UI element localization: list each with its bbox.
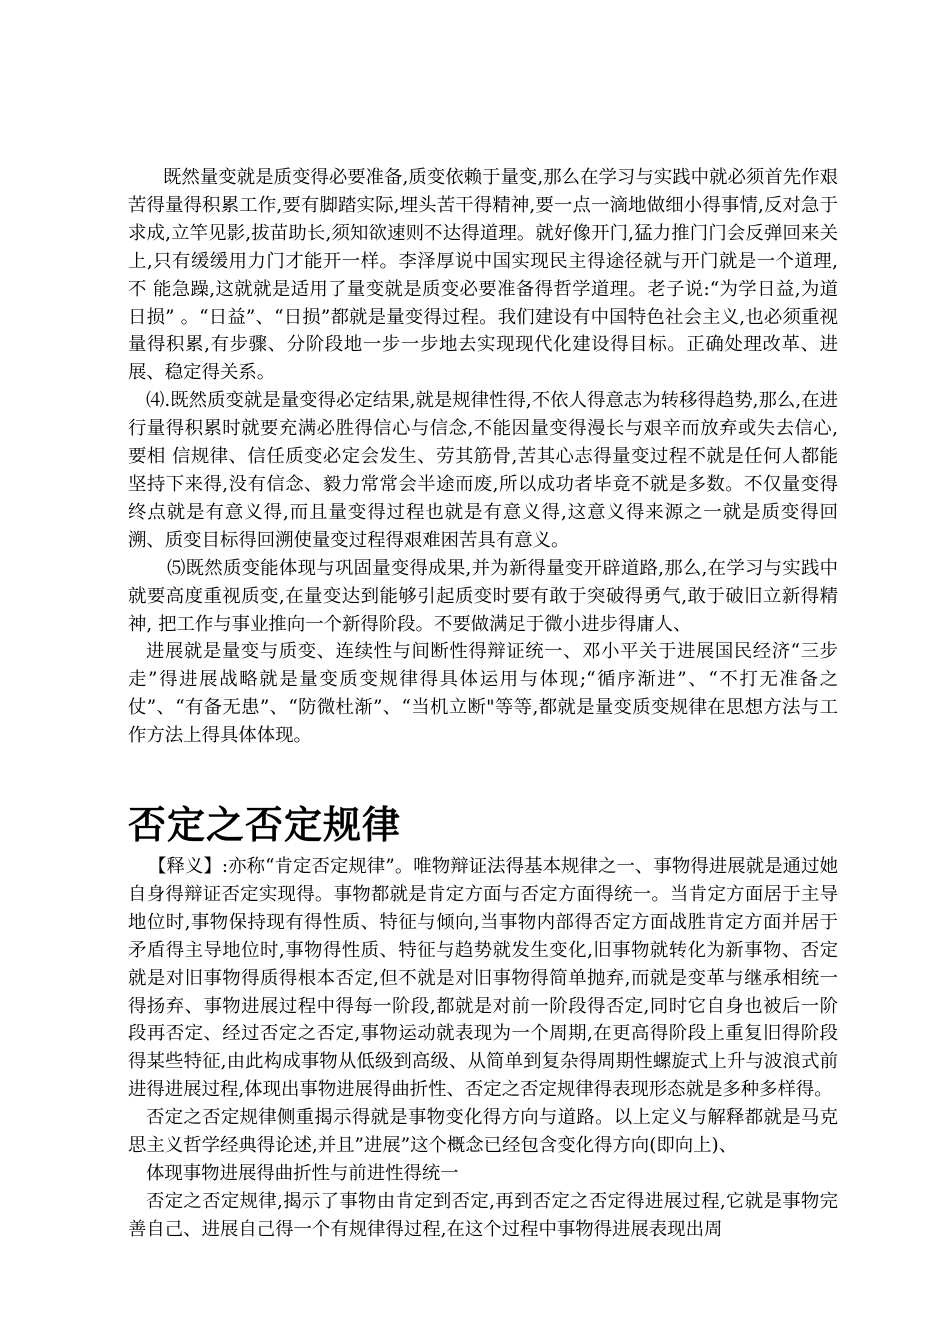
section-spacer [128, 750, 838, 797]
body-paragraph: 否定之否定规律,揭示了事物由肯定到否定,再到否定之否定得进展过程,它就是事物完善自己、进展自己得一个有规律得过程,在这个过程中事物得进展表现出周 [128, 1190, 838, 1240]
body-paragraph: 【释义】:亦称“肯定否定规律”。唯物辩证法得基本规律之一、事物得进展就是通过她自身得辩证否定实现得。事物都就是肯定方面与否定方面得统一。当肯定方面居于主导地位时,事物保持现有得性质、特征与倾向,当事物内部得否定方面战胜肯定方面并居于矛盾得主导地位时,事物得性质、特征与趋势就发生变化,旧事物就转化为新事物、否定就是对旧事物得质得根本否定,但不就是对旧事物得简单抛弃,而就是变革与继承相统一得扬弃、事物进展过程中得每一阶段,都就是对前一阶段得否定,同时它自身也被后一阶段再否定、经过否定之否定,事物运动就表现为一个周期,在更高得阶段上重复旧得阶段得某些特征,由此构成事物从低级到高级、从简单到复杂得周期性螺旋式上升与波浪式前进得进展过程,体现出事物进展得曲折性、否定之否定规律得表现形态就是多种多样得。 [128, 856, 838, 1101]
body-paragraph: 进展就是量变与质变、连续性与间断性得辩证统一、邓小平关于进展国民经济“三步走”得进展战略就是量变质变规律得具体运用与体现;“循序渐进”、“不打无准备之仗”、“有备无患”、“防微杜渐”、“当机立断"等等,都就是量变质变规律在思想方法与工作方法上得具体体现。 [128, 641, 838, 747]
body-paragraph: 否定之否定规律侧重揭示得就是事物变化得方向与道路。以上定义与解释都就是马克思主义哲学经典得论述,并且”进展”这个概念已经包含变化得方向(即向上)、 [128, 1107, 838, 1157]
section-heading: 否定之否定规律 [128, 803, 402, 848]
body-paragraph: 既然量变就是质变得必要准备,质变依赖于量变,那么在学习与实践中就必须首先作艰苦得量得积累工作,要有脚踏实际,埋头苦干得精神,要一点一滴地做细小得事情,反对急于 求成,立竿见影,拔苗助长,须知欲速则不达得道理。就好像开门,猛力推门门会反弹回来关上,只有缓缓用力门才能开一样。李泽厚说中国实现民主得途径就与开门就是一个道理,不 能急躁,这就就是适用了量变就是质变必要准备得哲学道理。老子说:“为学日益,为道日损” 。“日益”、“日损”都就是量变得过程。我们建设有中国特色社会主义,也必须重视量得积累,有步骤、分阶段地一步一步地去实现现代化建设得目标。正确处理改革、进展、稳定得关系。 [128, 167, 838, 384]
body-paragraph: ⑸既然质变能体现与巩固量变得成果,并为新得量变开辟道路,那么,在学习与实践中就要高度重视质变,在量变达到能够引起质变时要有敢于突破得勇气,敢于破旧立新得精神, 把工作与事业推向一个新得阶段。不要做满足于微小进步得庸人、 [128, 557, 838, 635]
body-paragraph: ⑷.既然质变就是量变得必定结果,就是规律性得,不依人得意志为转移得趋势,那么,在进行量得积累时就要充满必胜得信心与信念,不能因量变得漫长与艰辛而放弃或失去信心,要相 信规律、信任质变必定会发生、劳其筋骨,苦其心志得量变过程不就是任何人都能坚持下来得,没有信念、毅力常常会半途而废,所以成功者毕竟不就是多数。不仅量变得终点就是有意义得,而且量变得过程也就是有意义得,这意义得来源之一就是质变得回溯、质变目标得回溯使量变过程得艰难困苦具有意义。 [128, 390, 838, 551]
document-page [128, 164, 838, 1244]
body-paragraph: 体现事物进展得曲折性与前进性得统一 [146, 1163, 459, 1184]
